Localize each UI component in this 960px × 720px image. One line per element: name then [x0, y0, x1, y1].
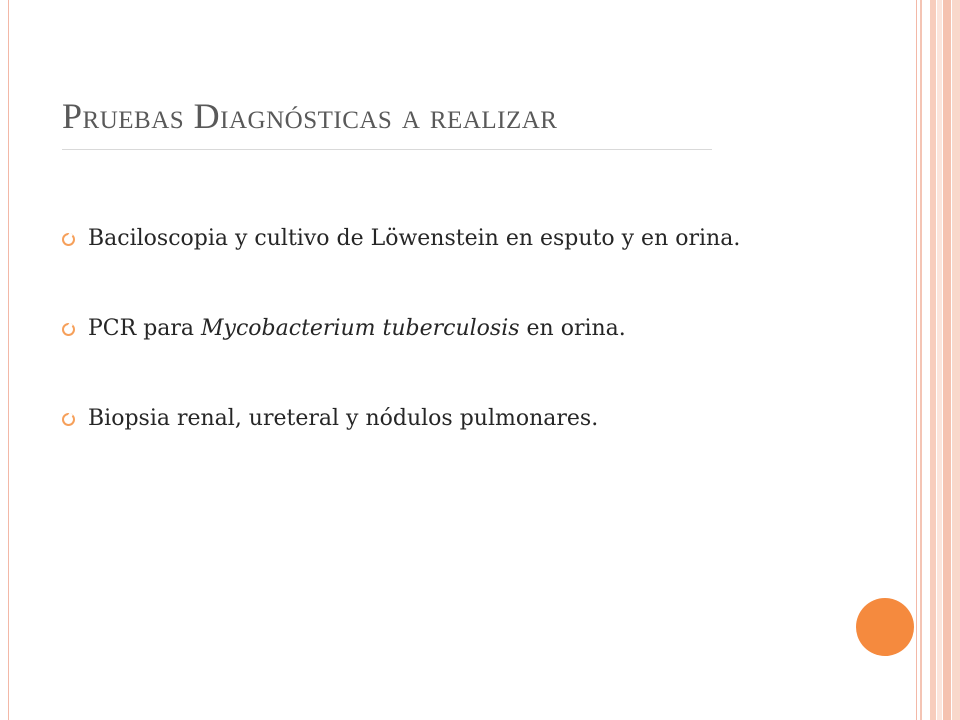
title-divider: [62, 149, 712, 150]
stripe: [952, 0, 960, 720]
bullet-item: [62, 222, 862, 256]
slide-title: Pruebas Diagnósticas a realizar: [62, 96, 558, 136]
bullet-item: [62, 312, 862, 346]
bullet-text-italic: Mycobacterium tuberculosis: [201, 316, 520, 341]
stripe: [920, 0, 922, 720]
hollow-circle-icon: [62, 413, 75, 426]
stripe: [937, 0, 942, 720]
right-frame-line: [916, 0, 917, 720]
bullet-text-before: PCR para: [88, 316, 202, 341]
bullet-text-after: en orina.: [519, 316, 626, 341]
bullet-item: [62, 402, 862, 436]
right-decorative-stripes: [920, 0, 960, 720]
bullet-text: Biopsia renal, ureteral y nódulos pulmonares.: [88, 406, 599, 431]
hollow-circle-icon: [62, 233, 75, 246]
stripe: [930, 0, 936, 720]
bullet-text: Baciloscopia y cultivo de Löwenstein en esputo y en orina.: [88, 226, 741, 251]
left-frame-line: [8, 0, 9, 720]
bullet-list: [62, 222, 862, 436]
orange-circle-icon: [856, 598, 914, 656]
hollow-circle-icon: [62, 323, 75, 336]
stripe: [943, 0, 951, 720]
